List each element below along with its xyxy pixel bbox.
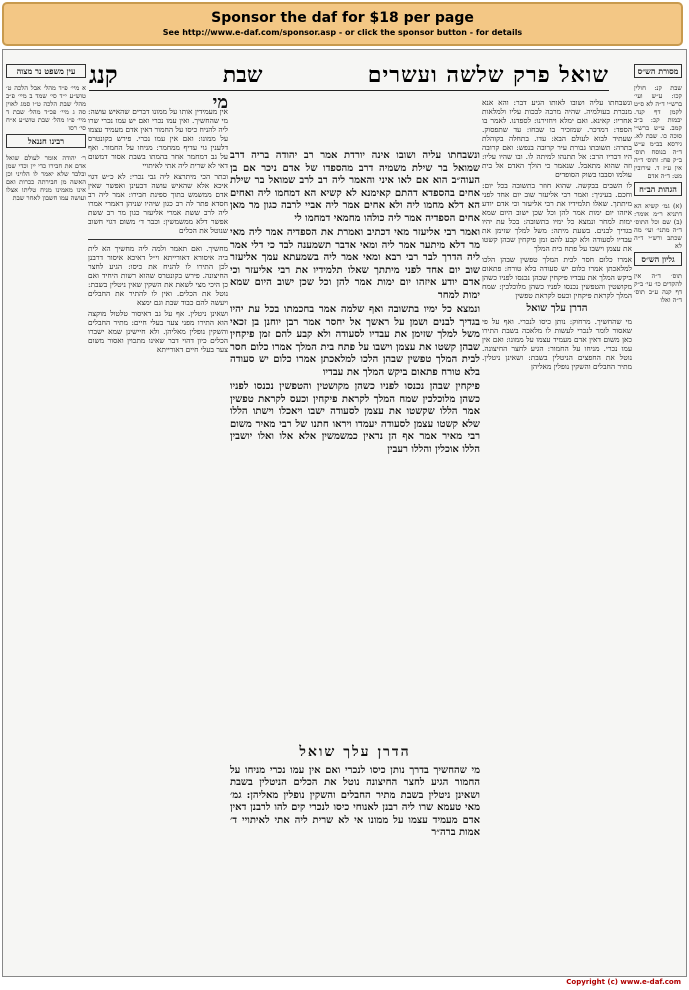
ein-mishpat-text: א מיי׳ פ״ד מהל׳ אבל הלכה ט׳ טוש״ע י״ד סי׳ שמד ב מיי׳ פ״ב מהל׳ שבת הלכה ט״ו סמג לאוין סה ג מיי׳ פכ״ד מהל׳ שבת ד מיי׳ פ״ו מהל׳ שבת טוש״ע א״ח סי׳ רסו — [6, 84, 86, 132]
right-margin-notes — [634, 62, 682, 967]
tractate-name: שבת — [222, 62, 263, 88]
sponsor-subtitle: See http://www.e-daf.com/sponsor.asp - or click the sponsor button - for details — [162, 28, 523, 37]
tosafot-commentary — [88, 98, 228, 968]
gemara-lower-text — [230, 740, 480, 968]
left-margin-notes — [6, 62, 86, 967]
rashi-paragraph: לו השבים בבקשה. שהוא חוזר בתשובה בכל יום: וחכם. בעיניך: ואמר רבי אליעזר שוב יום אחד לפני מיתתך. שאלו תלמידיו את רבי אליעזר וכי אדם יודע איזהו יום ימות אמר להן וכל שכן ישוב היום שמא ימות למחר ונמצא כל ימיו בתשובה: בכל עת יהיו בגדיך לבנים. בשעת מיתה: משל למלך שזימן את עבדיו לסעודה ולא קבע להם זמן פיקחין שבהן קשטו את עצמן וישבו על פתח בית המלך — [482, 181, 632, 253]
rabbeinu-chananel-text: ר׳ יהודה אומר לעולם שואל אדם את חבירו כדי יין וכדי שמן ובלבד שלא יאמר לו הלויני וכן האשה מן חבירתה ככרות ואם אינו מאמינו מניח טליתו אצלו ועושה עמו חשבון לאחר שבת — [6, 154, 86, 202]
gemara-paragraph: ונשבחתו עליה ושובו אינה יורדת אמר רב יהודה בריה דרב שמואל בר שילת משמיה דרב מהספדו של אדם ניכר אם בן העוה״ב הוא אם לאו איני והאמר ליה רב לרב שמואל בר שילת אחים בהספדא דהתם קאימנא לא קשיא הא דמחמו ליה ואחים הא דלא מחמו ליה ולא אחים אמר ליה אביי לרבה כגון מר מאן אחים הספדיה אמר ליה כולהו מחמאי דמחמו לי — [230, 150, 480, 224]
rabbeinu-chananel-label: רבינו חננאל — [6, 134, 86, 148]
rashi-paragraph: אמרו כלום חסר לבית המלך טפשין שבהן הלכו למלאכתן אמרו כלום יש סעודה בלא טורח: פתאום ביקש המלך את עבדיו פיקחין שבהן נכנסו לפניו כשהן מקושטין והטפשין נכנסו לפניו כשהן מלוכלכין: שמח המלך לקראת פיקחין וכעס לקראת טפשין — [482, 255, 632, 300]
talmud-page-scan — [2, 49, 687, 977]
chapter-title: שואל פרק שלשה ועשרים — [367, 62, 609, 88]
gemara-paragraph: ואמר רבי אליעזר מאי דכתיב ואמרת את הספדיה אמר ליה מאי מר דלא מיתער אמר ליה ומאי אדבר תשמענה לבד כי דלי אמר ליה הדרך לבר רבי רבא ומאי אמר ליה בשמעתא עמך אליעזר שוב יום אחד לפני מיתתך שאלו תלמידיו את רבי אליעזר וכי אדם יודע איזהו יום ימות אמר להן וכל שכן ישוב היום שמא ימות למחר — [230, 227, 480, 301]
gilyon-hashas-text: תוס׳ ד״ה אין להקדים כו׳ עי׳ ב״ק דף קנה ע״ב תוס׳ ד״ה ואלו — [634, 272, 682, 304]
page-header — [89, 60, 609, 91]
tosafot-opening-word: מי — [212, 98, 228, 113]
masoret-hashas-text: שבת קנ: חולין קכו: ע״ש ועי׳ ברש״י ד״ה לא ס״ט לקמן דף קנד. יבמות קכ: ב״ב קמב. ע״ש ברש״י סוכה כו. שבת לא. גירסא בב״מ ע״ש ד״ה בנוסח תוס׳ ב״ק פח: ותוס׳ ד״ה אין ע״ז ד. עירובין מט: ד״ה אדם — [634, 84, 682, 180]
masoret-hashas-label: מסורת הש״ס — [634, 64, 682, 78]
hagahot-habach-label: הגהות הב״ח — [634, 182, 682, 196]
tosafot-paragraph: אין מעמידין אותו על ממונו דברים שהאיש עושה: מי שהחשיך. ואין עמו נכרי ואם יש עמו נכרי שרו ליה להניח כיסו על החמור דאין אדם מעמיד עצמו על ממונו: ואם אין עמו נכרי. פירש בקונטרס דלענין גוי עדיף ממחמר: מניחו על החמור. ואף על גב דמחמר אחר בהמתו בשבת אסור דמשום דאי לא שרית ליה אתי לאיתויי — [88, 107, 228, 170]
gemara-main-text — [230, 150, 480, 740]
gilyon-hashas-label: גליון הש״ס — [634, 252, 682, 266]
folio-number: קנג — [89, 60, 118, 89]
copyright-notice: Copyright (c) www.e-daf.com — [566, 978, 681, 986]
gemara-paragraph: פיקחין שבהן נכנסו לפניו כשהן מקושטין והטפשין נכנסו לפניו כשהן מלוכלכין שמח המלך לקראת פיקחין וכעס לקראת טפשין אמר הללו שקשטו את עצמן לסעודה ישבו ויאכלו וישתו הללו שלא קשטו עצמן לסעודה יעמדו ויראו חתנו של רבי מאיר משום רבי מאיר אמר אף הן נראין כמשמשין אלא אלו ואלו יושבין הללו אוכלין והללו רעבין — [230, 381, 480, 455]
section-divider — [88, 239, 228, 240]
tosafot-paragraph: ובתר הכי מיתרצא ליה גבי נכרי: לא כ״ש דגוי איכא אלא שהאיש עושה דבעינן ואפשר שאין אדם ממשמש בתוך ספינת חבירו: אמר ליה רב חסדא פתר לה רב כגון שיהיו שניהן דאמרי אמרו ליה לרב ששת אמרי אליעזר כגון מר רב ששת אפשר דלא ממשמשין: וכבר ד׳ משום דגוי חשוב שנוטל את הכלים — [88, 172, 228, 235]
tosafot-paragraph: מחשיך. ואם תאמר ולמה ליה מחשיך הא לית ביה איסורא דאורייתא וי״ל דאיכא איסור דרבנן לכן התירו לו להניח את כיסו: הגיע לחצר החיצונה. פירש בקונטרס שהוא רשות היחיד ואם כן היכי מצי לשאת את השקין שאין ניטלין בשבת: נוטל את הכלים. ואין לו להתיר את החבלים ויעשה להם כבוד שבת וגם ימצא — [88, 244, 228, 307]
ein-mishpat-label: עין משפט נר מצוה — [6, 64, 86, 78]
rashi-commentary — [482, 98, 632, 968]
sponsor-title: Sponsor the daf for $18 per page — [211, 10, 474, 26]
sponsor-banner[interactable] — [2, 2, 683, 46]
gemara-paragraph: ונמצא כל ימיו בתשובה ואף שלמה אמר בחכמתו בכל עת יהיו בגדיך לבנים ושמן על ראשך אל יחסר אמר רבן יוחנן בן זכאי משל למלך שזימן את עבדיו לסעודה ולא קבע להם זמן פיקחין שבהן קשטו את עצמן וישבו על פתח בית המלך אמרו כלום חסר לבית המלך טפשין שבהן הלכו למלאכתן אמרו כלום יש סעודה בלא טורח פתאום ביקש המלך את עבדיו — [230, 304, 480, 378]
mishnah-paragraph: מי שהחשיך בדרך נותן כיסו לנכרי ואם אין עמו נכרי מניחו על החמור הגיע לחצר החיצונה נוטל את הכלים הניטלין בשבת ושאינן ניטלין בשבת מתיר החבלים והשקין נופלין מאליהן: גמ׳ מאי טעמא שרו ליה רבנן לאנוחי כיסו לנכרי קים להו לרבנן דאין אדם מעמיד עצמו על ממונו אי לא שרית ליה אתי לאיתויי ד׳ אמות ברה״ר — [230, 764, 480, 838]
hagahot-habach-text: (א) גמ׳ קשיא הא דתניא ר״מ אומר: (ב) שם וכל התוס׳ ד״ה מתני׳ ועי׳ מה שכתב ורש״י ד״ה לא — [634, 202, 682, 250]
tosafot-paragraph: ושאינן ניטלין. אף על גב דאיסור טלטול מוקצה הוא התירו מפני צער בעלי חיים: מתיר החבלים והשקין נופלין מאליהן. ולא חיישינן שמא ישברו הכלים כיון דהוי דבר שאינו מתכוין ואסור משום צער בעלי חיים דאורייתא — [88, 309, 228, 354]
hadran-heading: הדרן עלך שואל — [299, 744, 411, 760]
rashi-hadran: הדרן עלך שואל — [526, 303, 588, 314]
rashi-paragraph: ונשבחתו עליה ושובו לאותו הגיע דבר: והא אנא מנכרת בעולמיה. שהיה מרבה לבכות עליו ולמלאות אחריו: קאינא. ואם ימלא ויחזירנו: לספדנו. לאמר בו הספד: דמדכר. שמזכיר בו שבחו: עד שתפסוק. שעתיד לבוא לעולם הבא: עדו. בתחלה בקוהלת בתרה: תשובתו גבורת עיר קרובה בנפש: ואם קרובה היו דבריו הרב: אל תתנהו למיתה לו. ובו שהיו עליו: וזה שהוא מתאבל. שנאמר כי הולך האדם אל בית עולמו וסבבו בשוק הסופדים — [482, 98, 632, 179]
rashi-paragraph: מי שהחשיך. מרחוק: נותן כיסו לנכרי. ואף על פי שאסור לומר לנכרי לעשות לו מלאכה בשבת התירו כאן משום דאין אדם מעמיד עצמו על ממונו: ואם אין עמו נכרי. מניחו על החמור: הגיע לחצר החיצונה. נוטל את החפצים הניטלין בשבת: ושאינן ניטלין. מתיר החבלים והשקין נופלין מאליהן — [482, 317, 632, 371]
